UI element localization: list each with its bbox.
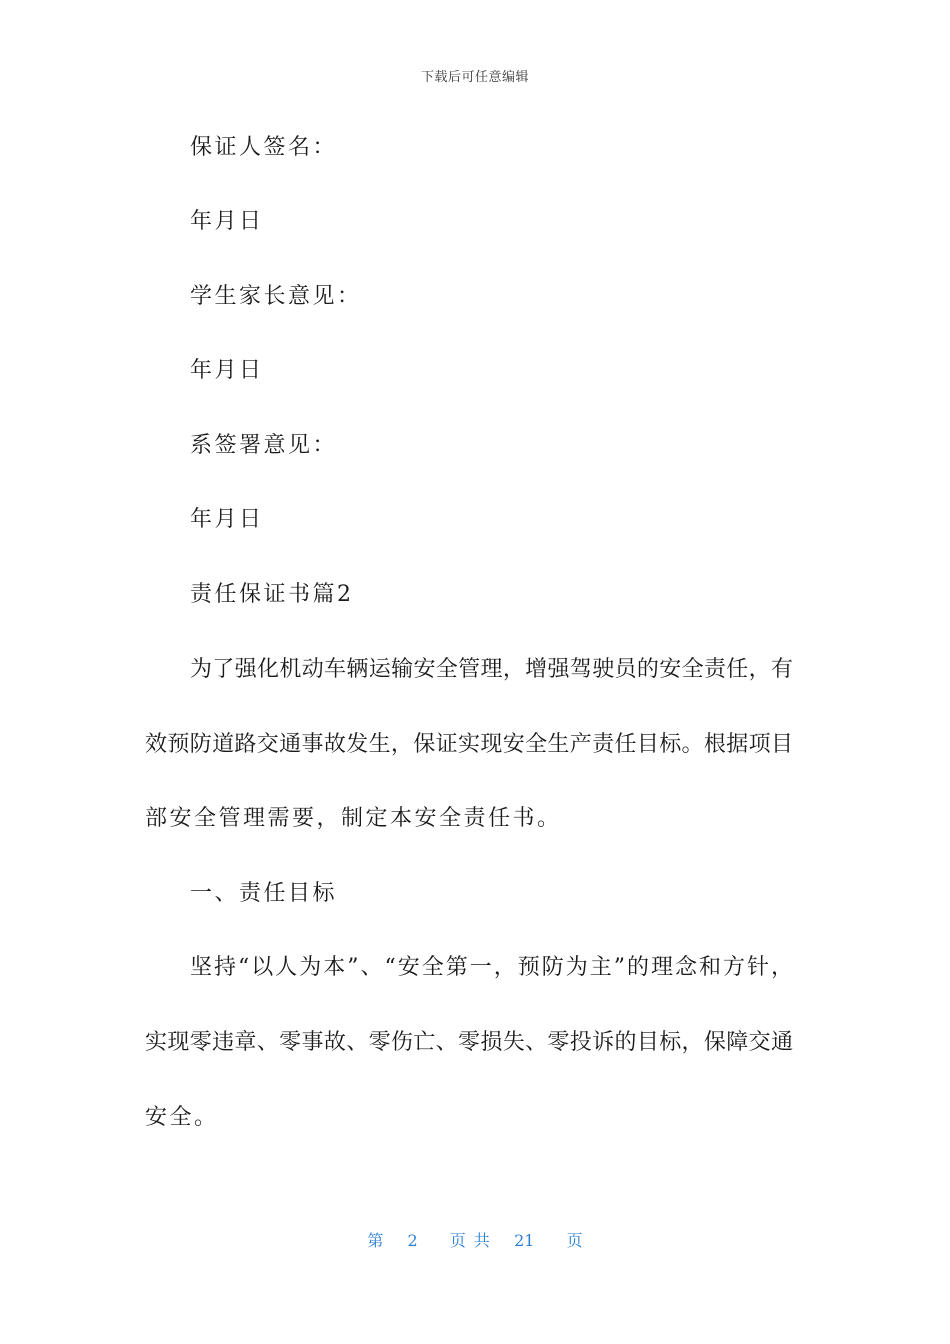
total-pages-number: 21 — [514, 1231, 535, 1250]
date-line: 年月日 — [190, 209, 264, 234]
subsection-heading: 一、责任目标 — [190, 881, 338, 906]
section-heading: 责任保证书篇2 — [190, 582, 354, 607]
header-note: 下载后可任意编辑 — [420, 70, 529, 85]
date-line: 年月日 — [190, 507, 264, 532]
paragraph-line: 坚持“以人为本”、“安全第一，预防为主”的理念和方针， — [190, 955, 793, 980]
paragraph-line: 效预防道路交通事故发生，保证实现安全生产责任目标。根据项目 — [145, 732, 793, 757]
guarantor-signature-line: 保证人签名： — [190, 135, 338, 160]
department-opinion-line: 系签署意见： — [190, 433, 338, 458]
paragraph-line: 部安全管理需要，制定本安全责任书。 — [145, 806, 562, 831]
paragraph-line: 安全。 — [145, 1105, 219, 1130]
footer-label: 页 — [566, 1231, 583, 1250]
footer-label: 页共 — [449, 1231, 498, 1250]
parent-opinion-line: 学生家长意见： — [190, 284, 362, 309]
current-page-number: 2 — [407, 1231, 418, 1250]
paragraph-line: 实现零违章、零事故、零伤亡、零损失、零投诉的目标，保障交通 — [145, 1030, 793, 1055]
paragraph-line: 为了强化机动车辆运输安全管理，增强驾驶员的安全责任，有 — [190, 657, 793, 682]
footer-label: 第 — [367, 1231, 384, 1250]
date-line: 年月日 — [190, 358, 264, 383]
page-footer — [0, 1228, 950, 1251]
